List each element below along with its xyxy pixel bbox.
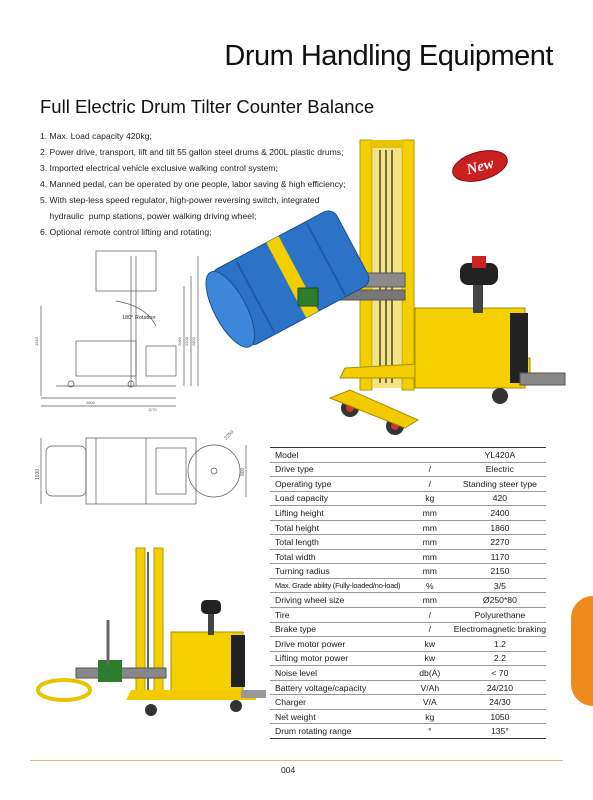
page-tab-accent	[571, 596, 593, 706]
spec-label: Total length	[270, 535, 406, 550]
spec-unit: /	[406, 462, 454, 477]
spec-unit: mm	[406, 593, 454, 608]
spec-row	[270, 709, 546, 724]
spec-value: 1050	[454, 709, 546, 724]
spec-value: Electromagnetic braking	[454, 622, 546, 637]
spec-value: 2150	[454, 564, 546, 579]
spec-row	[270, 608, 546, 623]
product-photo-secondary	[36, 540, 266, 720]
spec-value: Standing steer type	[454, 477, 546, 492]
spec-label: Drum rotating range	[270, 724, 406, 739]
spec-table	[270, 447, 546, 739]
spec-label: Operating type	[270, 477, 406, 492]
rotation-label: 180° Rotation	[122, 315, 156, 321]
new-badge-label: New	[464, 155, 496, 179]
spec-row	[270, 448, 546, 463]
spec-unit: /	[406, 477, 454, 492]
spec-row	[270, 491, 546, 506]
spec-value: Polyurethane	[454, 608, 546, 623]
spec-row	[270, 622, 546, 637]
page-number: 004	[281, 765, 296, 775]
dimension-label: 2800	[86, 400, 95, 405]
dimension-label: 1910	[34, 337, 39, 346]
spec-unit: mm	[406, 506, 454, 521]
spec-label: Tire	[270, 608, 406, 623]
spec-value: 1.2	[454, 637, 546, 652]
spec-value: 24/210	[454, 680, 546, 695]
spec-label: Turning radius	[270, 564, 406, 579]
spec-value: YL420A	[454, 448, 546, 463]
page-title: Drum Handling Equipment	[224, 40, 553, 72]
spec-unit: mm	[406, 535, 454, 550]
spec-unit	[406, 448, 454, 463]
spec-value: 420	[454, 491, 546, 506]
spec-value: Ø250*80	[454, 593, 546, 608]
spec-row	[270, 477, 546, 492]
spec-label: Total height	[270, 520, 406, 535]
spec-label: Charger	[270, 695, 406, 710]
spec-value: 1860	[454, 520, 546, 535]
dimension-label: 1170	[148, 407, 157, 412]
spec-unit: mm	[406, 549, 454, 564]
spec-row	[270, 680, 546, 695]
spec-row	[270, 520, 546, 535]
spec-unit: /	[406, 622, 454, 637]
spec-label: Driving wheel size	[270, 593, 406, 608]
dimension-label: 1030	[35, 468, 41, 480]
spec-unit: V/A	[406, 695, 454, 710]
product-photo	[190, 128, 570, 438]
dimension-label: 2060	[177, 337, 182, 346]
dimension-label: 2200	[184, 337, 189, 346]
mast	[360, 140, 414, 390]
spec-label: Total width	[270, 549, 406, 564]
spec-value: 135°	[454, 724, 546, 739]
spec-row	[270, 724, 546, 739]
spec-value: 2.2	[454, 651, 546, 666]
spec-row	[270, 578, 546, 593]
feature-item: hydraulic pump stations, power walking driving wheel;	[40, 211, 257, 221]
spec-unit: °	[406, 724, 454, 739]
spec-unit: kw	[406, 637, 454, 652]
spec-unit: /	[406, 608, 454, 623]
feature-item: 6. Optional remote control lifting and rotating;	[40, 227, 212, 237]
spec-label: Drive motor power	[270, 637, 406, 652]
spec-unit: V/Ah	[406, 680, 454, 695]
spec-value: 3/5	[454, 578, 546, 593]
spec-label: Max. Grade ability (Fully-loaded/no-load)	[270, 578, 406, 593]
top-view-drawing	[36, 428, 251, 518]
blue-drum	[196, 207, 372, 354]
spec-row	[270, 593, 546, 608]
spec-row	[270, 506, 546, 521]
spec-label: Net weight	[270, 709, 406, 724]
spec-label: Lifting height	[270, 506, 406, 521]
spec-unit: %	[406, 578, 454, 593]
spec-row	[270, 549, 546, 564]
spec-row	[270, 564, 546, 579]
side-view-drawing	[36, 246, 201, 414]
spec-unit: mm	[406, 564, 454, 579]
control-handle	[460, 256, 498, 313]
spec-value: 2400	[454, 506, 546, 521]
product-title: Full Electric Drum Tilter Counter Balance	[40, 96, 375, 117]
spec-label: Load capacity	[270, 491, 406, 506]
new-badge	[449, 145, 510, 187]
spec-label: Model	[270, 448, 406, 463]
spec-unit: mm	[406, 520, 454, 535]
spec-unit: kg	[406, 491, 454, 506]
feature-item: 1. Max. Load capacity 420kg;	[40, 131, 152, 141]
spec-row	[270, 637, 546, 652]
spec-label: Lifting motor power	[270, 651, 406, 666]
spec-value: Electric	[454, 462, 546, 477]
spec-row	[270, 462, 546, 477]
spec-unit: kg	[406, 709, 454, 724]
spec-value: 24/30	[454, 695, 546, 710]
spec-value: < 70	[454, 666, 546, 681]
spec-row	[270, 651, 546, 666]
dimension-label: 2250	[223, 429, 236, 442]
spec-label: Drive type	[270, 462, 406, 477]
feature-item: 2. Power drive, transport, lift and tilt 55 gallon steel drums & 200L plastic drums;	[40, 147, 344, 157]
spec-label: Battery voltage/capacity	[270, 680, 406, 695]
feature-item: 3. Imported electrical vehicle exclusive walking control system;	[40, 163, 278, 173]
spec-label: Brake type	[270, 622, 406, 637]
dimension-label: 900	[240, 467, 246, 476]
feature-item: 5. With step-less speed regulator, high-power reversing switch, integrated	[40, 195, 320, 205]
spec-row	[270, 666, 546, 681]
spec-label: Noise level	[270, 666, 406, 681]
feature-item: 4. Manned pedal, can be operated by one people, labor saving & high efficiency;	[40, 179, 346, 189]
spec-unit: db(A)	[406, 666, 454, 681]
footer-divider	[30, 760, 563, 761]
spec-value: 2270	[454, 535, 546, 550]
spec-value: 1170	[454, 549, 546, 564]
spec-unit: kw	[406, 651, 454, 666]
spec-row	[270, 695, 546, 710]
dimension-label: 2800	[191, 337, 196, 346]
spec-row	[270, 535, 546, 550]
